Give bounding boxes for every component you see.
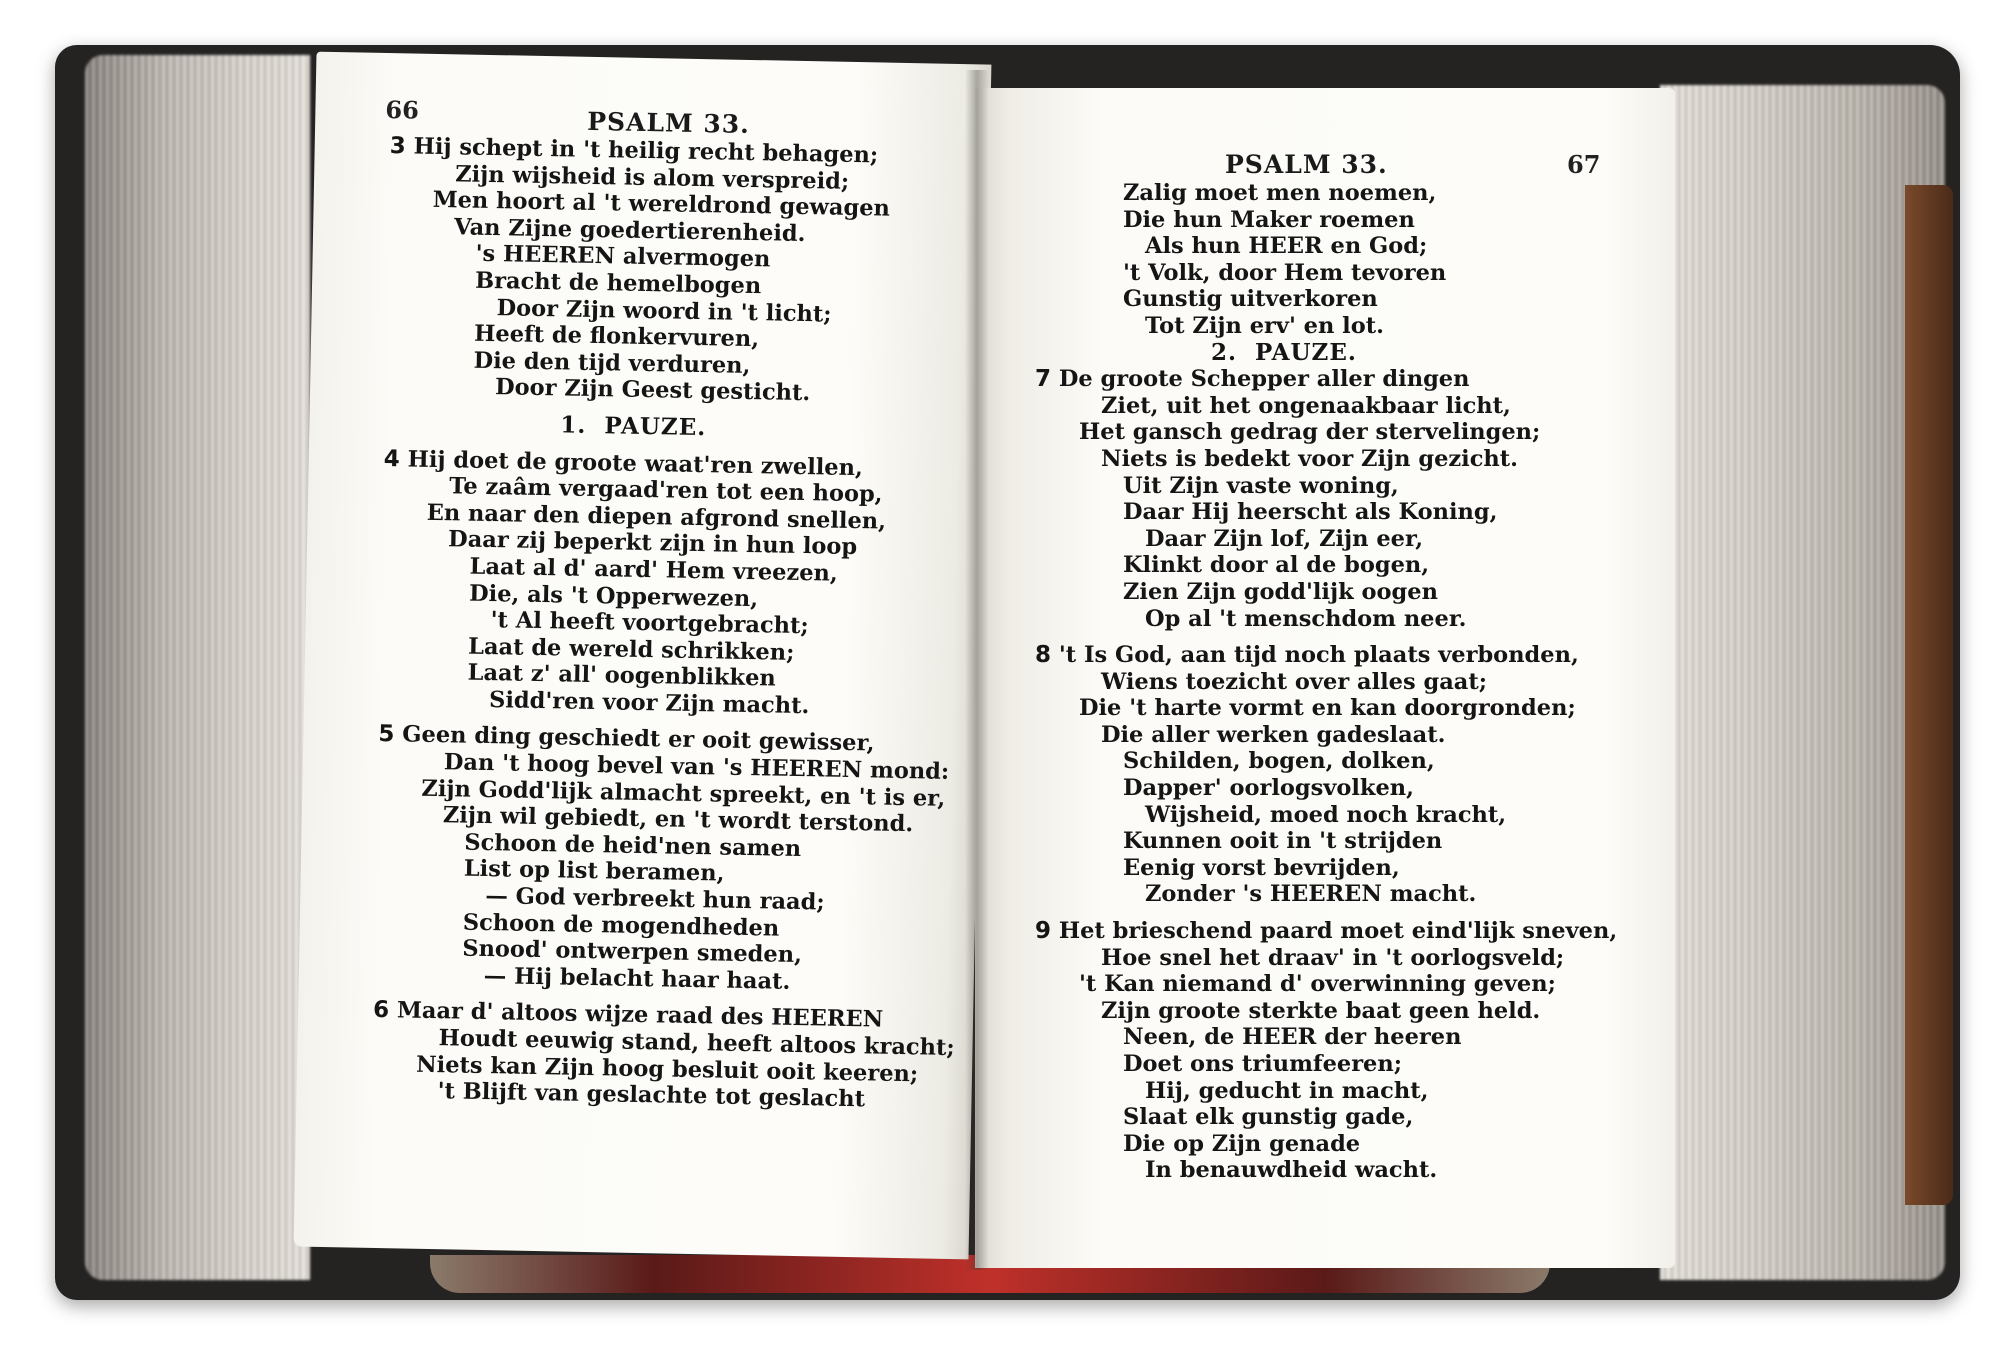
verse-line (1035, 855, 1617, 882)
verse-number: 7 (1035, 366, 1052, 393)
verse-number: 8 (1035, 642, 1052, 669)
book-gutter (965, 70, 989, 1270)
verse-line (1035, 499, 1617, 526)
verse-text: Schilden, bogen, dolken, (1123, 748, 1435, 775)
verse-text: Het gansch gedrag der stervelingen; (1079, 419, 1541, 446)
verse-text: Maar d' altoos wijze raad des HEEREN (396, 997, 884, 1034)
verse-text: En naar den diepen afgrond snellen, (426, 499, 887, 535)
verse-text: Laat z' all' oogenblikken (467, 659, 777, 692)
verse-line (1035, 695, 1617, 722)
verse-text: 's HEEREN alvermogen (475, 241, 771, 273)
verse-line (1035, 828, 1617, 855)
verse-text: Zien Zijn godd'lijk oogen (1123, 578, 1438, 605)
verse-text: Neen, de HEER der heeren (1123, 1024, 1462, 1051)
pause-label: 2. PAUZE. (1211, 338, 1357, 366)
verse-text: Als hun HEER en God; (1145, 233, 1428, 260)
verse-text: Van Zijne goedertierenheid. (453, 214, 806, 247)
verse-text: Hoe snel het draav' in 't oorlogsveld; (1101, 944, 1565, 971)
verse-text: Laat al d' aard' Hem vreezen, (469, 553, 839, 587)
verse-line (1035, 473, 1617, 500)
page-header: PSALM 33. (586, 106, 751, 139)
verse-text: List op list beramen, (463, 856, 725, 888)
verse-text: Te zaâm vergaad'ren tot een hoop, (448, 473, 883, 508)
page-number: 67 (1567, 150, 1601, 179)
pause-label: 1. PAUZE. (560, 411, 707, 442)
verse-text: Uit Zijn vaste woning, (1123, 472, 1399, 499)
verse-line (1035, 207, 1617, 234)
verse-text: Hij, geducht in macht, (1145, 1077, 1429, 1104)
pause-heading (1035, 340, 1617, 367)
verse-text: 't Kan niemand d' overwinning geven; (1079, 971, 1556, 998)
verse-line (1035, 971, 1617, 998)
page-header: PSALM 33. (1225, 150, 1388, 179)
verse-text: Zijn Godd'lijk almacht spreekt, en 't is er, (421, 775, 946, 812)
verse-text: Klinkt door al de bogen, (1123, 552, 1430, 579)
verse-text: 't Volk, door Hem tevoren (1123, 259, 1447, 286)
verse-text: Hij doet de groote waat'ren zwellen, (407, 445, 864, 481)
verse-line (1035, 286, 1617, 313)
verse-text: Die 't harte vormt en kan doorgronden; (1079, 695, 1576, 722)
verse-line (1035, 1131, 1617, 1158)
verse-line (1035, 998, 1617, 1025)
verse-text: Die den tijd verduren, (473, 347, 751, 379)
verse-text: 't Al heeft voortgebracht; (490, 607, 809, 640)
verse-line (1035, 233, 1617, 260)
verse-text: Zijn wijsheid is alom verspreid; (454, 160, 850, 195)
verse-text: Door Zijn Geest gesticht. (494, 374, 811, 407)
verse-number: 4 (383, 445, 400, 472)
verse-text: Zalig moet men noemen, (1123, 180, 1437, 206)
verse-line (1035, 1051, 1617, 1078)
verse-text: 't Is God, aan tijd noch plaats verbonden, (1058, 642, 1579, 669)
book-spine (1905, 185, 1953, 1205)
verse-text: Houdt eeuwig stand, heeft altoos kracht; (438, 1025, 955, 1062)
verse-line (1035, 180, 1617, 207)
page-edges-right (1660, 85, 1945, 1280)
verse-text: Hij schept in 't heilig recht behagen; (413, 133, 879, 169)
verse-text: De groote Schepper aller dingen (1058, 366, 1470, 393)
verse-text: Bracht de hemelbogen (474, 267, 762, 300)
verse-number: 9 (1035, 918, 1052, 945)
verse-line (1035, 722, 1617, 749)
verse-text: In benauwdheid wacht. (1145, 1157, 1438, 1184)
verse-text: Men hoort al 't wereldrond gewagen (432, 187, 891, 222)
verse-text: Schoon de mogendheden (462, 909, 780, 942)
verse-number: 3 (389, 133, 406, 160)
verse-line (1035, 579, 1617, 606)
verse-text: Snood' ontwerpen smeden, (462, 935, 803, 969)
verse-line (1035, 419, 1617, 446)
verse-text: Niets kan Zijn hoog besluit ooit keeren; (415, 1051, 919, 1087)
verse-text: Daar zij beperkt zijn in hun loop (447, 526, 858, 561)
verse-text: Doet ons triumfeeren; (1123, 1051, 1403, 1077)
verse-text: Het brieschend paard moet eind'lijk sneven, (1058, 918, 1618, 945)
verse-line (1035, 642, 1617, 669)
verse-text: Gunstig uitverkoren (1123, 286, 1378, 313)
verse-line (1035, 918, 1617, 945)
left-page (294, 52, 992, 1260)
verse-text: Geen ding geschiedt er ooit gewisser, (402, 721, 875, 757)
verse-number: 6 (372, 997, 390, 1024)
verse-line (1035, 748, 1617, 775)
verse-number: 5 (378, 721, 395, 748)
verse-line (1035, 881, 1617, 908)
verse-text: Dapper' oorlogsvolken, (1123, 775, 1414, 802)
verse-lines (371, 133, 972, 1115)
verse-text: Eenig vorst bevrijden, (1123, 854, 1400, 881)
verse-line (1035, 260, 1617, 287)
verse-text: Sidd'ren voor Zijn macht. (488, 686, 810, 720)
verse-text: Door Zijn woord in 't licht; (496, 294, 832, 328)
verse-line (1035, 313, 1617, 340)
verse-text: Slaat elk gunstig gade, (1123, 1104, 1414, 1131)
verse-line (1035, 775, 1617, 802)
verse-line (1035, 446, 1617, 473)
verse-text: — Hij belacht haar haat. (483, 962, 791, 995)
verse-text: Wijsheid, moed noch kracht, (1145, 801, 1507, 828)
verse-text: Zonder 's HEEREN macht. (1145, 881, 1477, 908)
verse-text: Ziet, uit het ongenaakbaar licht, (1101, 392, 1511, 419)
page-edges-left (85, 55, 310, 1280)
verse-text: Tot Zijn erv' en lot. (1145, 312, 1384, 339)
verse-text: Zijn groote sterkte baat geen held. (1101, 997, 1541, 1024)
verse-lines (1035, 180, 1617, 1184)
verse-line (1035, 802, 1617, 829)
verse-line (1035, 393, 1617, 420)
verse-text: Heeft de flonkervuren, (473, 320, 760, 353)
verse-line (1035, 1157, 1617, 1184)
verse-text: Daar Zijn lof, Zijn eer, (1145, 525, 1424, 552)
verse-text: Kunnen ooit in 't strijden (1123, 828, 1443, 855)
verse-text: Die aller werken gadeslaat. (1101, 721, 1446, 748)
verse-text: Die hun Maker roemen (1123, 206, 1415, 233)
pause-heading (384, 409, 967, 447)
verse-text: Daar Hij heerscht als Koning, (1123, 499, 1498, 526)
verse-line (1035, 1104, 1617, 1131)
verse-text: Op al 't menschdom neer. (1145, 605, 1467, 632)
verse-text: 't Blijft van geslachte tot geslacht (437, 1078, 866, 1113)
verse-line (1035, 1024, 1617, 1051)
verse-text: Dan 't hoog bevel van 's HEEREN mond: (443, 749, 950, 785)
verse-text: — God verbreekt hun raad; (485, 883, 825, 916)
page-number: 66 (385, 94, 420, 125)
verse-text: Wiens toezicht over alles gaat; (1101, 668, 1488, 695)
verse-line (1035, 669, 1617, 696)
verse-text: Die, als 't Opperwezen, (468, 580, 759, 612)
verse-line (1035, 552, 1617, 579)
verse-line (1035, 606, 1617, 633)
verse-text: Die op Zijn genade (1123, 1130, 1361, 1157)
verse-line (1035, 1078, 1617, 1105)
verse-line (1035, 945, 1617, 972)
verse-text: Zijn wil gebiedt, en 't wordt terstond. (442, 802, 914, 838)
verse-text: Laat de wereld schrikken; (467, 633, 795, 666)
verse-line (1035, 526, 1617, 553)
verse-line (1035, 366, 1617, 393)
right-page (975, 88, 1675, 1268)
verse-text: Niets is bedekt voor Zijn gezicht. (1101, 445, 1519, 472)
verse-text: Schoon de heid'nen samen (464, 829, 802, 862)
